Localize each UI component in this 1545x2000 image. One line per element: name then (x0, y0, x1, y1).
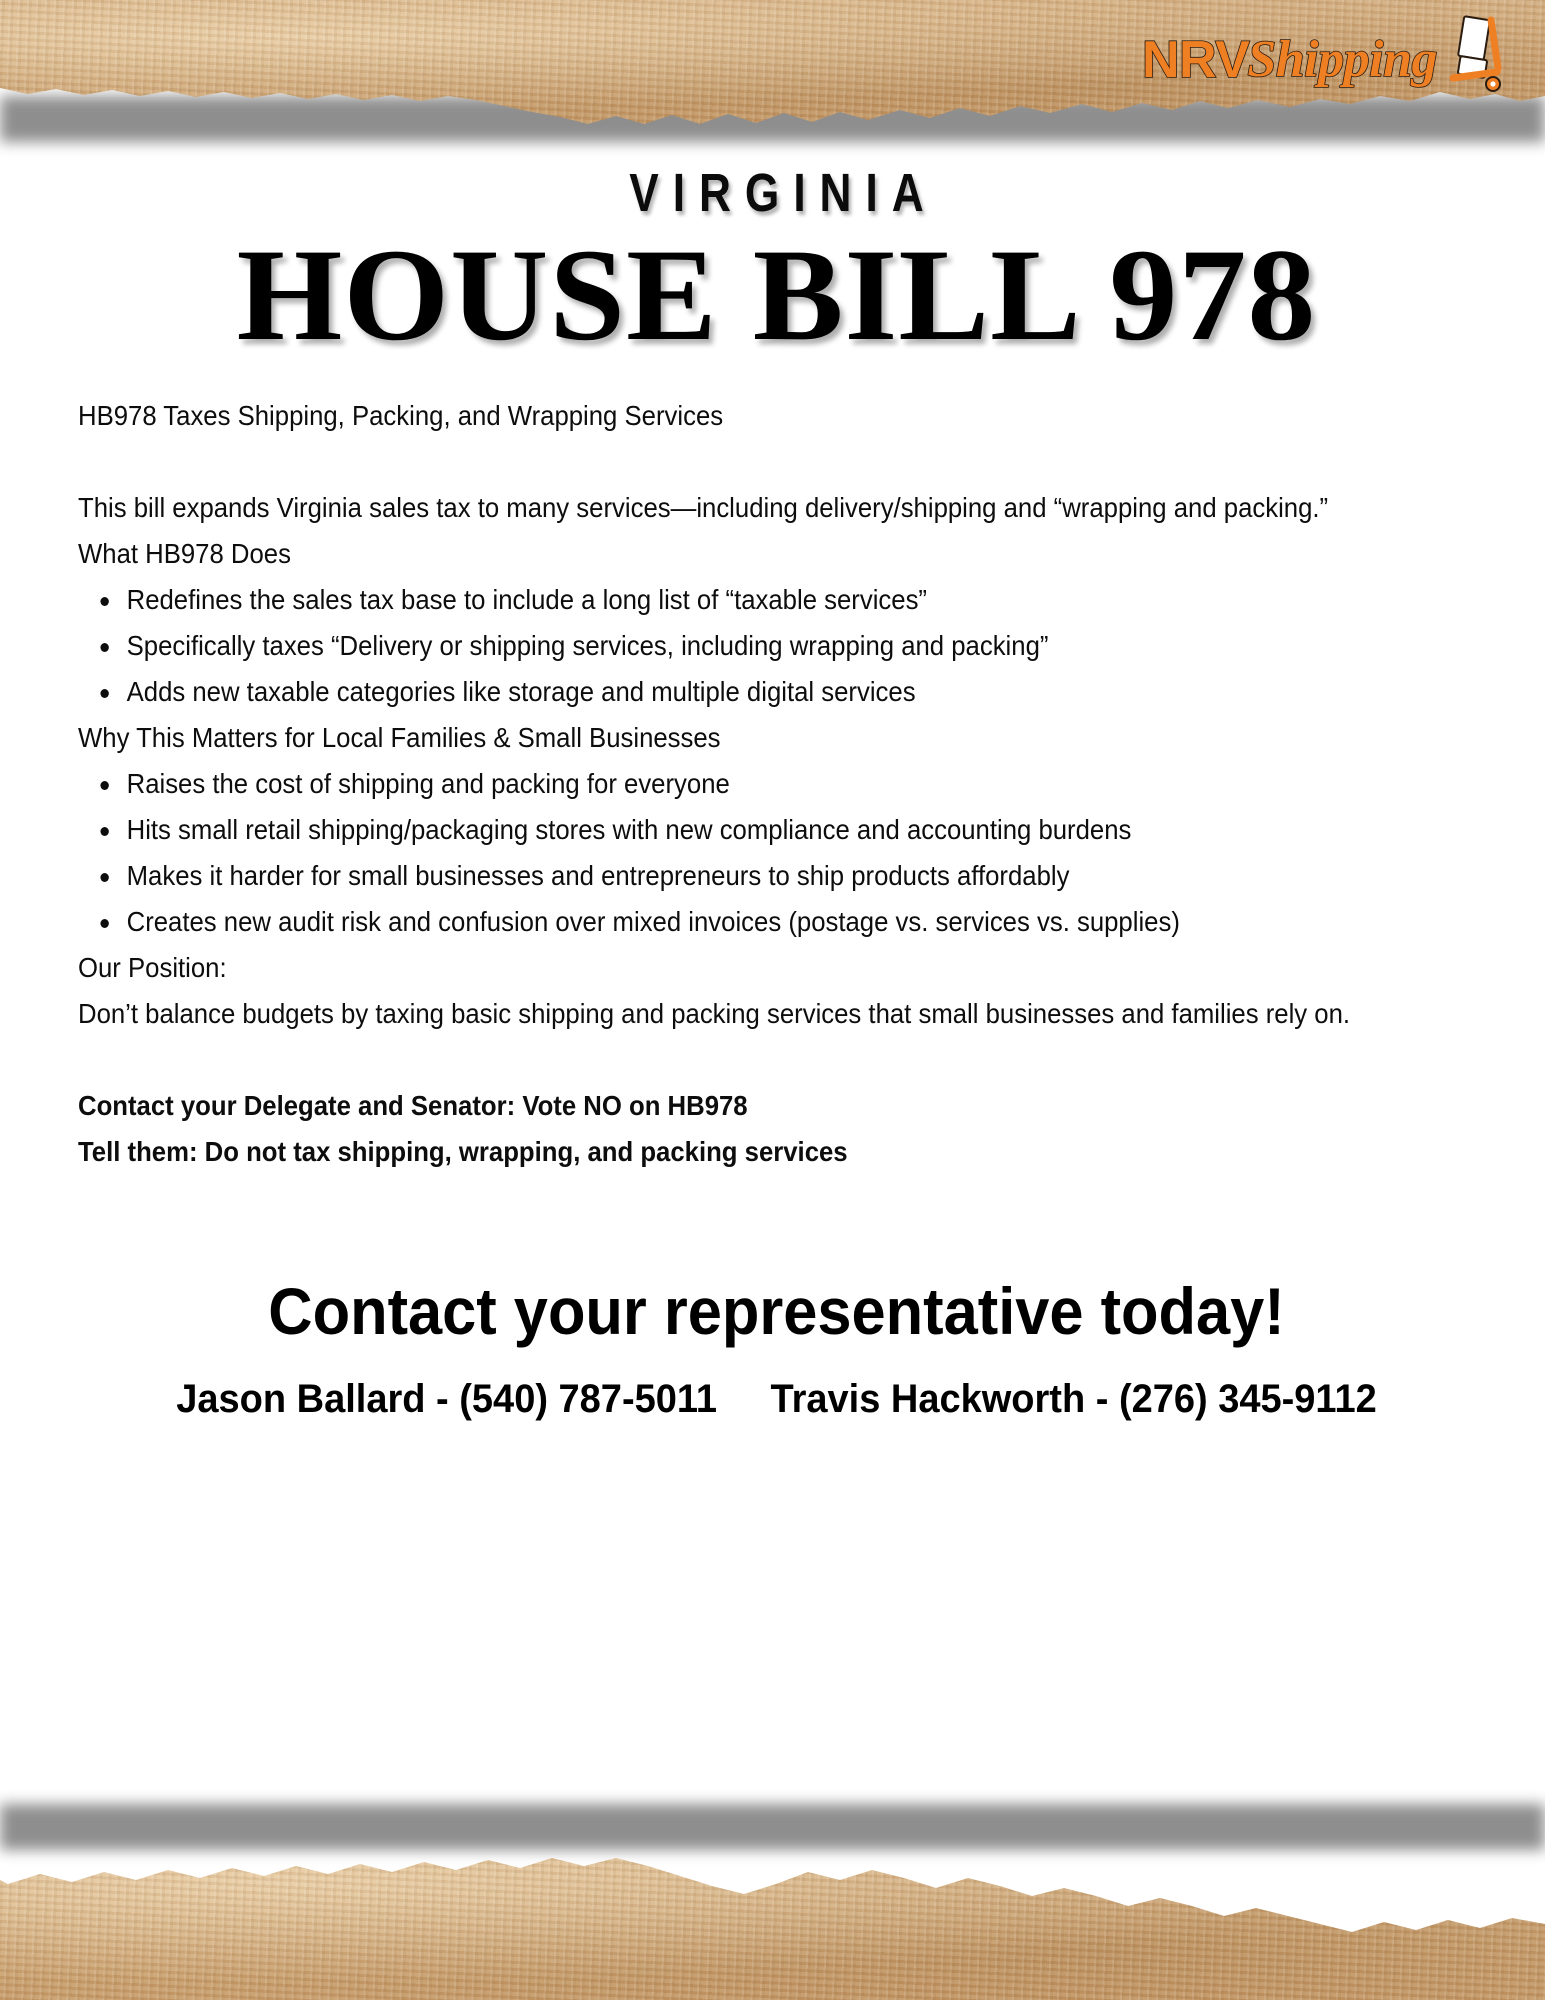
logo-text-shipping: Shipping (1247, 31, 1437, 88)
section-two-heading: Why This Matters for Local Families & Small Businesses (78, 721, 721, 753)
contact-call-to-action: Contact your representative today! (268, 1273, 1285, 1348)
cta-line-two: Tell them: Do not tax shipping, wrapping, and packing services (78, 1135, 848, 1167)
paragraph-spacer (78, 439, 1476, 485)
body-copy (78, 393, 1476, 1175)
cta-spacer (78, 1037, 1476, 1083)
contact-name-2: Travis Hackworth (770, 1377, 1086, 1422)
list-item: Makes it harder for small businesses and entrepreneurs to ship products affordably (78, 853, 1476, 899)
list-item: Creates new audit risk and confusion over mixed invoices (postage vs. services vs. supplies) (78, 899, 1476, 945)
section-two-list (78, 761, 1476, 945)
cta-block (78, 1083, 1476, 1175)
company-logo[interactable] (1142, 18, 1503, 102)
page-title: HOUSE BILL 978 (236, 221, 1317, 368)
list-item: Adds new taxable categories like storage and multiple digital services (78, 669, 1476, 715)
subtitle: HB978 Taxes Shipping, Packing, and Wrapping Services (78, 399, 724, 431)
bottom-kraft-band (0, 1832, 1545, 2000)
flyer-content (0, 124, 1545, 1832)
section-one-heading: What HB978 Does (78, 537, 291, 569)
contact-separator-2: - (1095, 1377, 1109, 1422)
position-heading: Our Position: (78, 951, 227, 983)
logo-text-nrv: NRV (1141, 31, 1250, 89)
list-item: Redefines the sales tax base to include a long list of “taxable services” (78, 577, 1476, 623)
intro-paragraph: This bill expands Virginia sales tax to many services—including delivery/shipping and “wrapping and packing.” (78, 491, 1329, 523)
position-text: Don’t balance budgets by taxing basic shipping and packing services that small businesses and families rely on. (78, 997, 1351, 1029)
contact-list (113, 1373, 1440, 1425)
contact-phone-2[interactable]: (276) 345-9112 (1118, 1377, 1377, 1422)
contact-phone-1[interactable]: (540) 787-5011 (459, 1377, 718, 1422)
contact-name-1: Jason Ballard (176, 1377, 426, 1422)
contact-separator-1: - (436, 1377, 449, 1422)
list-item: Specifically taxes “Delivery or shipping services, including wrapping and packing” (78, 623, 1476, 669)
eyebrow-virginia: VIRGINIA (629, 163, 938, 223)
list-item: Hits small retail shipping/packaging stores with new compliance and accounting burdens (78, 807, 1476, 853)
hand-truck-icon (1441, 14, 1503, 101)
list-item: Raises the cost of shipping and packing for everyone (78, 761, 1476, 807)
section-one-list (78, 577, 1476, 715)
cta-line-one: Contact your Delegate and Senator: Vote NO on HB978 (78, 1089, 748, 1121)
